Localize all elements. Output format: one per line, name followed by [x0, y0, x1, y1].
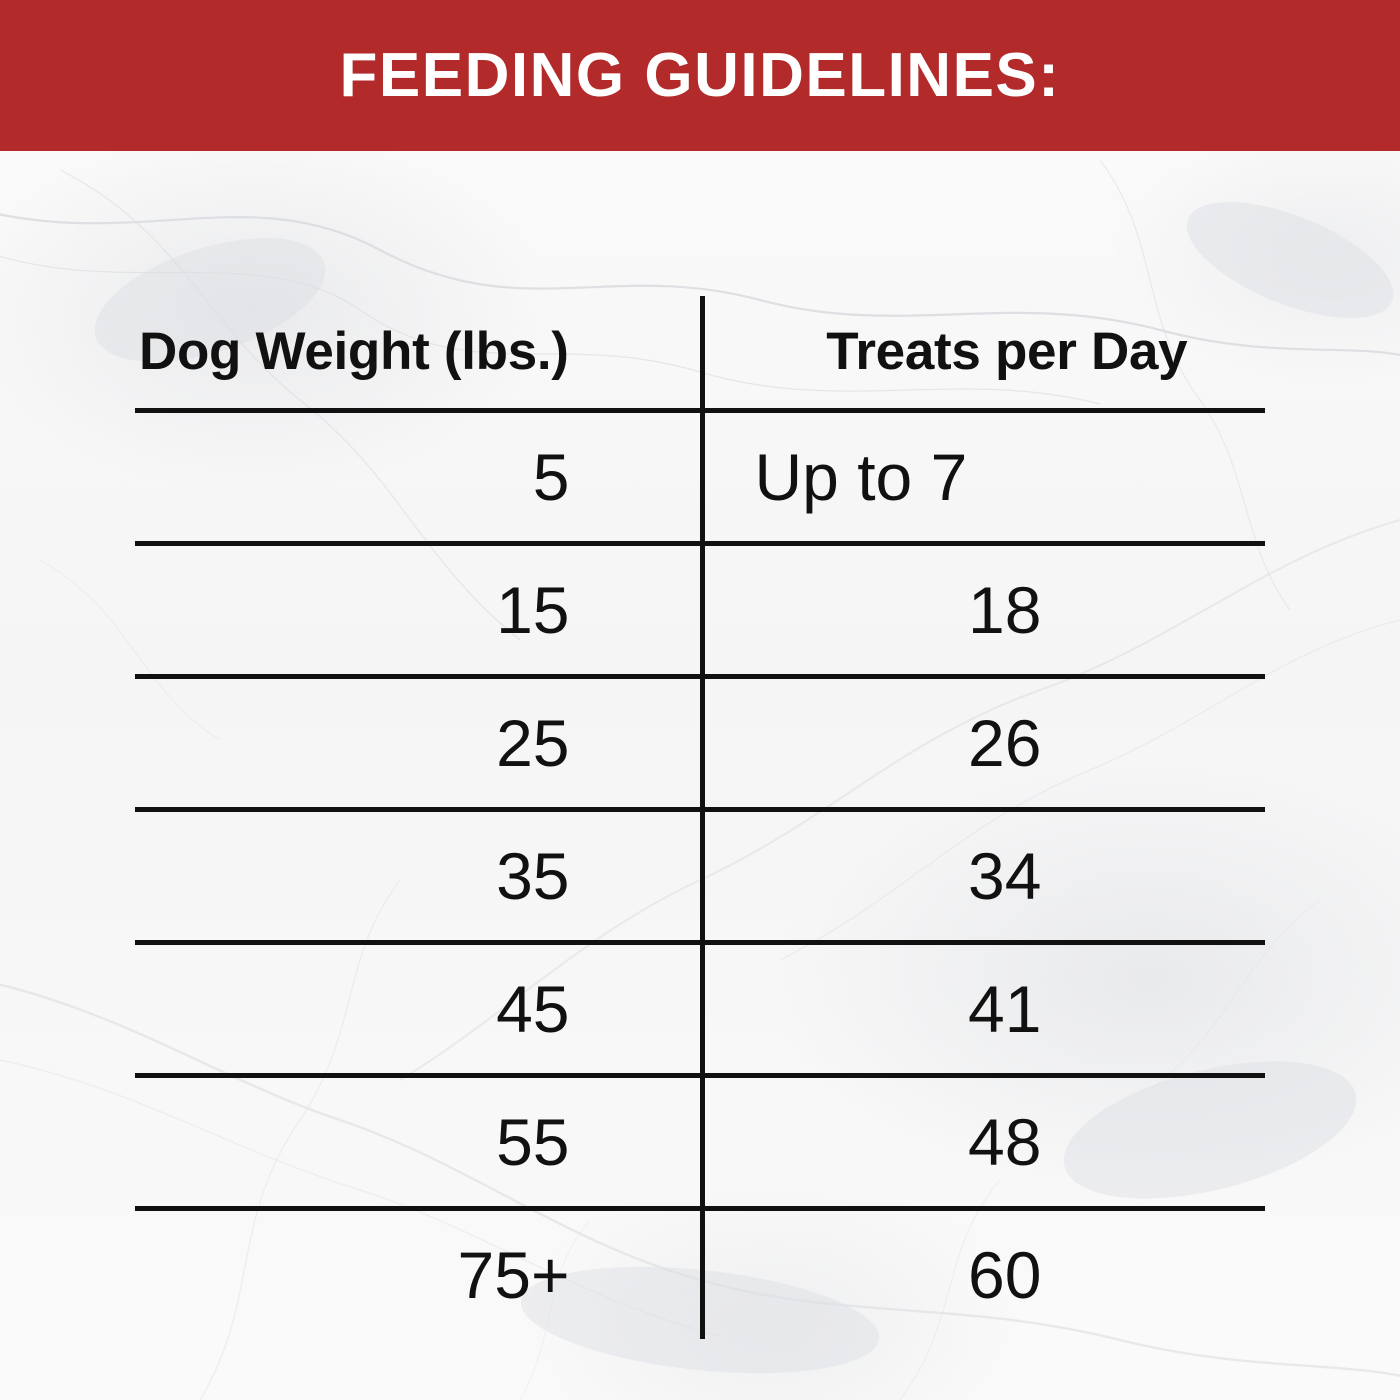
table-row: [135, 411, 1265, 544]
header-banner: [0, 0, 1400, 151]
feeding-table-wrapper: [135, 296, 1265, 1339]
cell-dog-weight: 75+: [135, 1209, 702, 1340]
table-row: [135, 544, 1265, 677]
cell-dog-weight: 15: [135, 544, 702, 677]
cell-treats-per-day: 48: [702, 1076, 1265, 1209]
table-row: [135, 1076, 1265, 1209]
cell-treats-per-day: 18: [702, 544, 1265, 677]
cell-treats-per-day: 26: [702, 677, 1265, 810]
cell-dog-weight: 25: [135, 677, 702, 810]
cell-dog-weight: 55: [135, 1076, 702, 1209]
page-title: FEEDING GUIDELINES:: [339, 41, 1061, 110]
table-row: [135, 677, 1265, 810]
column-header-treats-per-day: Treats per Day: [702, 296, 1265, 411]
table-row: [135, 810, 1265, 943]
table-row: [135, 1209, 1265, 1340]
cell-dog-weight: 35: [135, 810, 702, 943]
feeding-guidelines-table: [135, 296, 1265, 1339]
cell-treats-per-day: 60: [968, 1238, 1042, 1312]
cell-dog-weight: 45: [135, 943, 702, 1076]
table-body: [135, 411, 1265, 1340]
cell-treats-per-day: 34: [702, 810, 1265, 943]
column-header-dog-weight: Dog Weight (lbs.): [135, 296, 702, 411]
cell-treats-per-day: 41: [702, 943, 1265, 1076]
cell-dog-weight: 5: [135, 411, 702, 544]
table-header-row: [135, 296, 1265, 411]
cell-treats-per-day: Up to 7: [702, 411, 1265, 544]
table-row: [135, 943, 1265, 1076]
